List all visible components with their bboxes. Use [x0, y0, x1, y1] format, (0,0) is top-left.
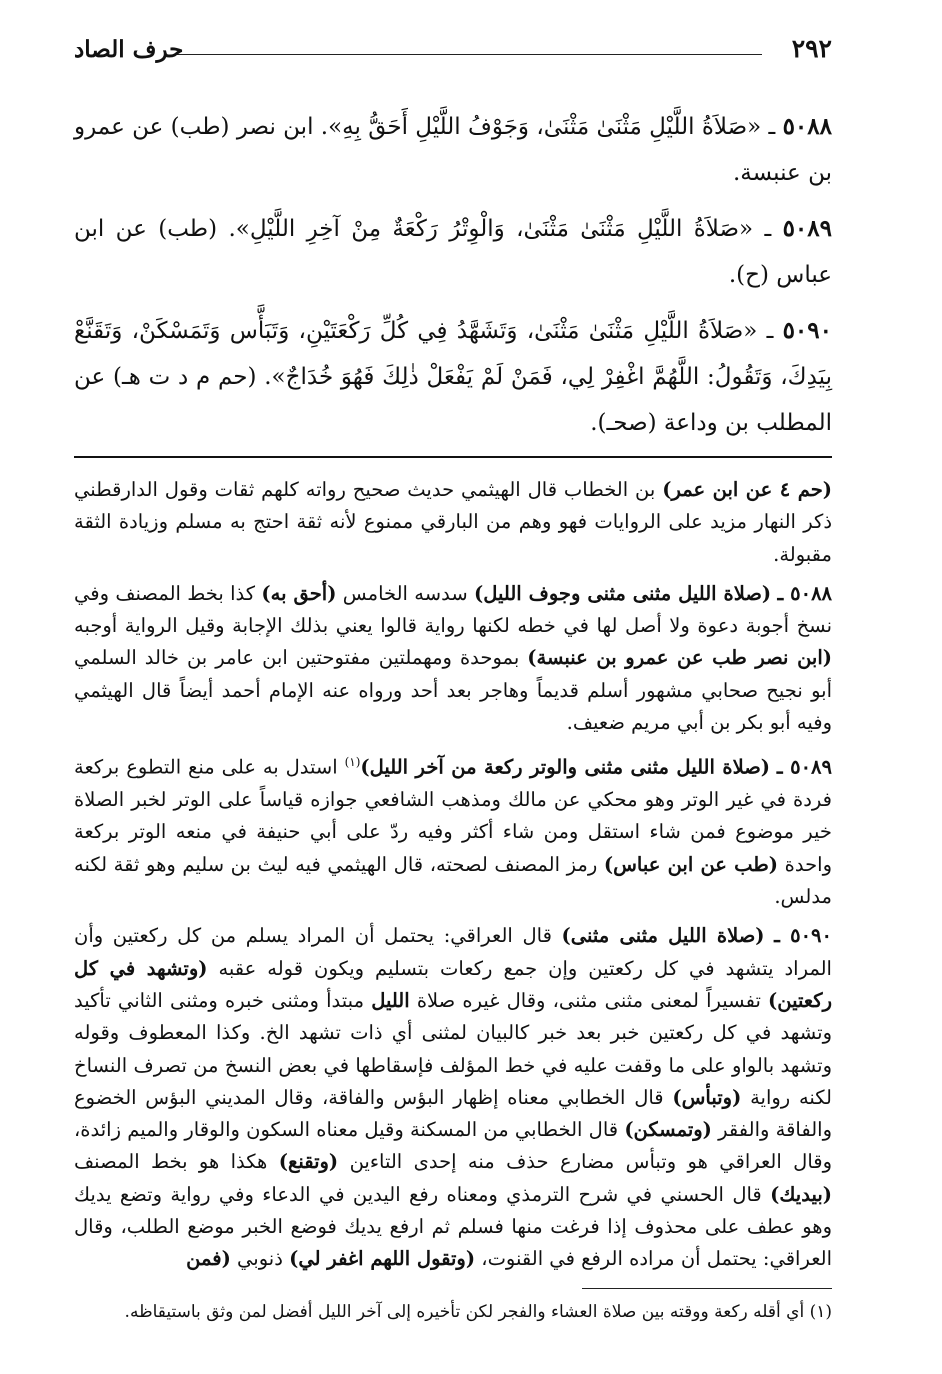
page-number: ٢٩٢ [791, 34, 832, 63]
commentary-heading: (وتشهد في كل ركعتين) [74, 956, 832, 1012]
commentary-heading: (أحق به) [261, 581, 337, 605]
hadith-source: (طب) عن ابن عباس (ح). [74, 216, 832, 288]
hadith-entry: ٥٠٨٩ ـ «صَلاَةُ اللَّيْلِ مَثْنَىٰ مَثْنَىٰ، وَالْوِتْرُ رَكْعَةٌ مِنْ آخِرِ اللَّيْلِ». (طب) عن ابن عباس (ح). [74, 215, 832, 288]
commentary [74, 474, 832, 1276]
commentary-heading: (وتبأس) [672, 1085, 742, 1109]
commentary-text: مبتدأ ومثنى خبره ومثنى الثاني تأكيد وتشهد في كل ركعتين خبر بعد خبر كالبيان لمثنى أي ذات تشهد الخ. وكذا المعطوف وقوله وتشهد بالواو على ما وقفت عليه في خط المؤلف فإسقاطها في بعض النسخ من تصرف النساخ لكنه رواية [74, 988, 832, 1109]
chapter-title: حرف الصاد [74, 36, 184, 63]
hadith-entry: ٥٠٩٠ ـ «صَلاَةُ اللَّيْلِ مَثْنَىٰ مَثْنَىٰ، وَتَشَهَّدُ فِي كُلِّ رَكْعَتَيْنِ، وَتَبَأَّس وَتَمَسْكَنْ، وَتَقَنَّعْ بِيَدِكَ، وَتَقُولُ: اللَّهُمَّ اغْفِرْ لِي، فَمَنْ لَمْ يَفْعَلْ ذٰلِكَ فَهُوَ خُدَاجٌ». (حم م د ت هـ) عن المطلب بن وداعة (صحـ). [74, 317, 833, 436]
commentary-paragraph [74, 920, 832, 1275]
commentary-number: ٥٠٨٨ ـ [777, 581, 833, 605]
section-divider [74, 456, 832, 458]
commentary-text: قال الحسني في شرح الترمذي ومعناه رفع اليدين في الدعاء وفي رواية وتضع يديك وهو عطف على محذوف إذا فرغت منها فسلم ثم ارفع يديك فوضع الخبر موضع الطلب، وقال العراقي: يحتمل أن مراده الرفع في القنوت، [74, 1182, 832, 1271]
commentary-text: تفسيراً لمعنى مثنى مثنى، وقال غيره صلاة [416, 988, 761, 1012]
footnote: (١) أي أقله ركعة ووقته بين صلاة العشاء والفجر لكن تأخيره إلى آخر الليل أفضل لمن وثق باستيقاظه. [124, 1301, 832, 1322]
commentary-heading: (ابن نصر طب عن عمرو بن عنبسة) [527, 646, 833, 670]
commentary-heading: (بيديك) [770, 1182, 832, 1206]
commentary-text: رمز المصنف لصحته، قال الهيثمي فيه ليث بن سليم وهو ثقة لكنه مدلس. [74, 852, 832, 909]
commentary-heading: (صلاة الليل مثنى مثنى) [561, 924, 765, 948]
commentary-heading: (فمن [186, 1247, 231, 1271]
commentary-heading: (وتقول اللهم اغفر لي) [289, 1247, 476, 1271]
hadith-entry: ٥٠٨٨ ـ «صَلاَةُ اللَّيْلِ مَثْنَىٰ مَثْنَىٰ، وَجَوْفُ اللَّيْلِ أَحَقُّ بِهِ». ابن نصر (طب) عن عمرو بن عنبسة. [74, 113, 832, 186]
commentary-heading: (صلاة الليل مثنى مثنى والوتر ركعة من آخر الليل) [360, 755, 771, 779]
commentary-number: ٥٠٩٠ ـ [774, 924, 832, 948]
hadith-text: «صَلاَةُ اللَّيْلِ مَثْنَىٰ مَثْنَىٰ، وَتَشَهَّدُ فِي كُلِّ رَكْعَتَيْنِ، وَتَبَأَّس وَتَمَسْكَنْ، وَتَقَنَّعْ بِيَدِكَ، وَتَقُولُ: اللَّهُمَّ اغْفِرْ لِي، فَمَنْ لَمْ يَفْعَلْ ذٰلِكَ فَهُوَ خُدَاجٌ». [74, 318, 833, 390]
commentary-heading: (صلاة الليل مثنى مثنى وجوف الليل) [474, 581, 772, 605]
header-rule [174, 54, 762, 55]
commentary-text: ذنوبي [237, 1247, 283, 1271]
book-page [74, 28, 832, 1325]
hadith-source: (حم م د ت هـ) عن المطلب بن وداعة (صحـ). [74, 364, 832, 436]
commentary-heading: الليل [371, 988, 410, 1012]
footnote-rule [582, 1288, 832, 1289]
commentary-paragraph [74, 474, 832, 571]
page-header [74, 28, 832, 72]
commentary-paragraph [74, 578, 832, 739]
commentary-text: قال الخطابي من المسكنة وقيل معناه السكون والوقار والميم زائدة، وقال العراقي هو وتبأس مضارع حذف منه إحدى التاءين [74, 1118, 833, 1174]
hadith-text: «صَلاَةُ اللَّيْلِ مَثْنَىٰ مَثْنَىٰ، وَجَوْفُ اللَّيْلِ أَحَقُّ بِهِ». [320, 114, 762, 140]
commentary-paragraph [74, 746, 832, 913]
commentary-text: هكذا هو بخط المصنف [74, 1150, 268, 1174]
commentary-heading: (طب عن ابن عباس) [603, 852, 779, 876]
hadith-text: «صَلاَةُ اللَّيْلِ مَثْنَىٰ مَثْنَىٰ، وَالْوِتْرُ رَكْعَةٌ مِنْ آخِرِ اللَّيْلِ». [228, 216, 754, 242]
commentary-heading: (وتقنع) [278, 1150, 339, 1174]
commentary-text: بموحدة ومهملتين مفتوحتين ابن عامر بن خالد السلمي أبو نجيح صحابي مشهور أسلم قديماً وهاجر بعد أحد ورواه عنه الإمام أحمد أيضاً قال الهيثمي وفيه أبو بكر بن أبي مريم ضعيف. [74, 646, 832, 735]
hadith-number: ٥٠٨٨ [782, 113, 832, 140]
footnote-ref[interactable]: (١) [344, 755, 361, 770]
commentary-text: سدسه الخامس [342, 581, 468, 605]
commentary-heading: (وتمسكن) [624, 1118, 712, 1142]
hadith-list [74, 104, 832, 446]
commentary-text: كذا بخط المصنف وفي نسخ أجوبة دعوة ولا أصل لها في خطه لكنها رواية قالوا يعني بذلك الإجابة وقيل الرواية أوجبه [74, 581, 832, 638]
commentary-heading: (حم ٤ عن ابن عمر) [662, 478, 832, 501]
commentary-number: ٥٠٨٩ ـ [776, 755, 832, 779]
commentary-text: قال الخطابي معناه إظهار البؤس والفاقة، وقال المديني البؤس الخضوع والفاقة والفقر [74, 1085, 833, 1142]
hadith-number: ٥٠٩٠ [782, 317, 832, 344]
commentary-text: استدل به على منع التطوع بركعة فردة في غير الوتر وهو محكي عن مالك ومذهب الشافعي جوازه قياساً على الوتر لخبر الصلاة خير موضوع فمن شاء استقل ومن شاء أكثر وفيه ردّ على أبي حنيفة في منعه الوتر بركعة واحدة [74, 755, 833, 876]
hadith-source: ابن نصر (طب) عن عمرو بن عنبسة. [74, 114, 832, 186]
commentary-text: قال العراقي: يحتمل أن المراد يسلم من كل ركعتين وأن المراد يتشهد في كل ركعتين وإن جمع ركعات بتسليم ويكون قوله عقبه [74, 924, 832, 980]
commentary-text: بن الخطاب قال الهيثمي حديث صحيح رواته كلهم ثقات وقول الدارقطني ذكر النهار مزيد على الروايات فهو وهم من البارقي ممنوع لأنه ثقة احتج به مسلم وزيادة الثقة مقبولة. [74, 478, 832, 566]
hadith-number: ٥٠٨٩ [782, 215, 832, 242]
